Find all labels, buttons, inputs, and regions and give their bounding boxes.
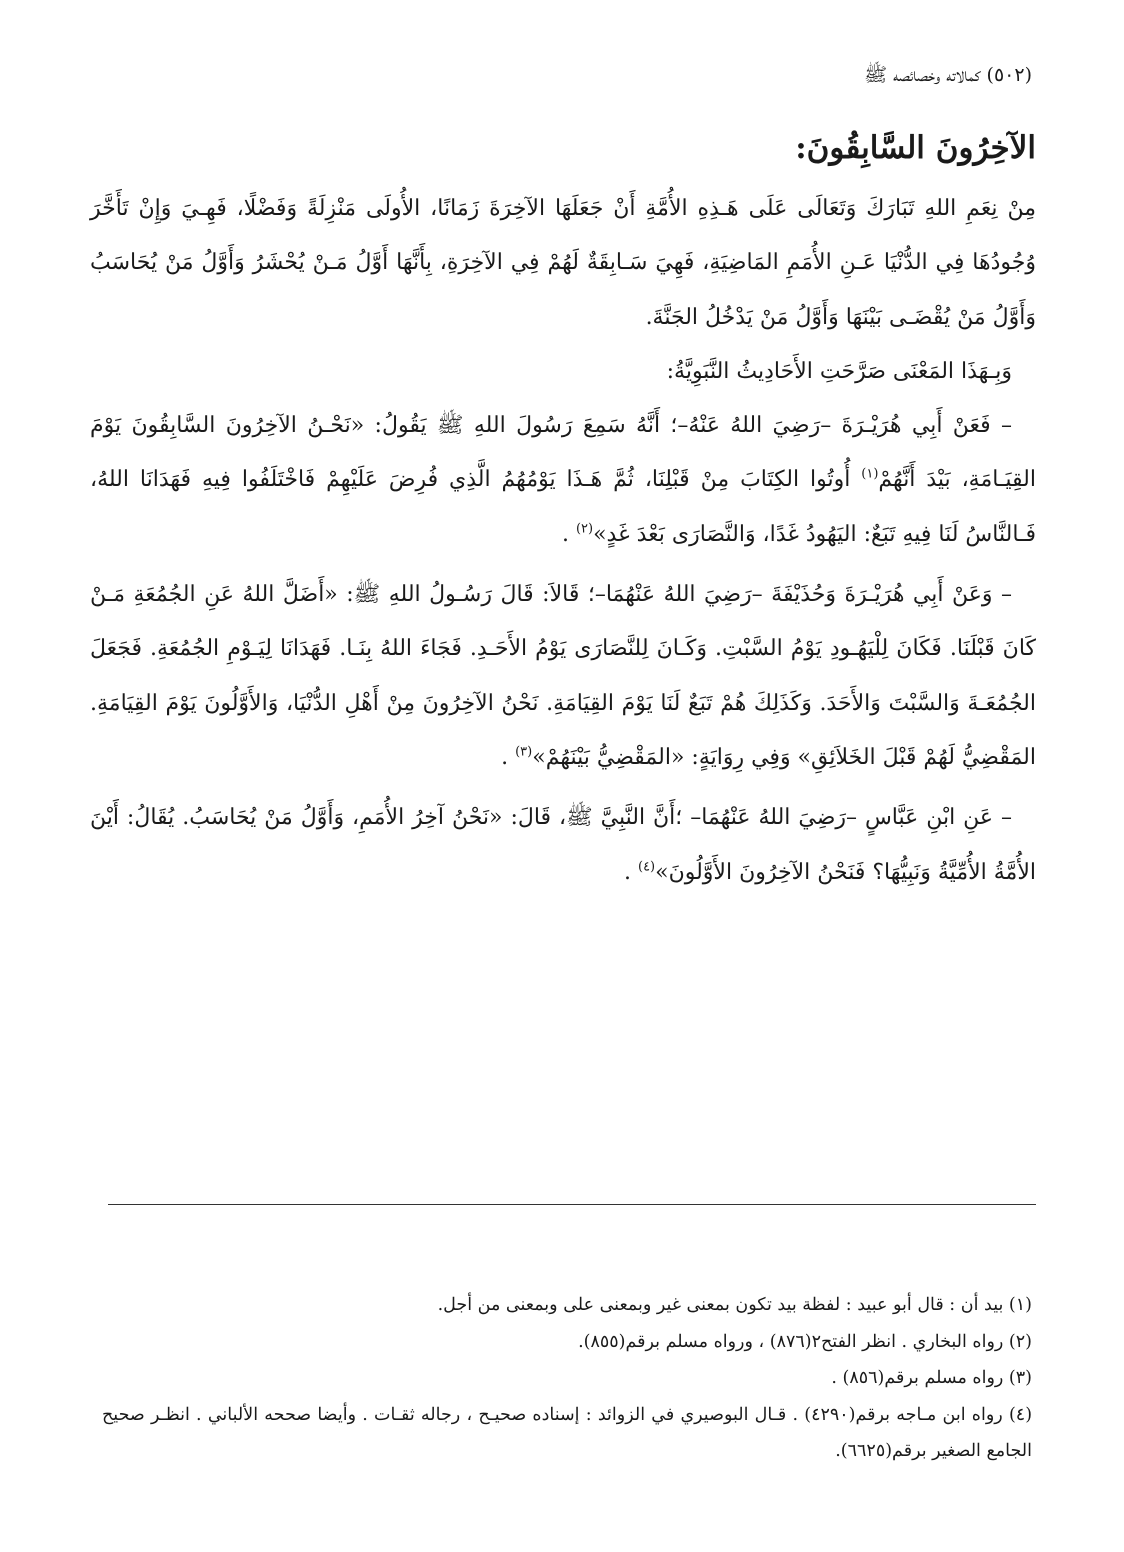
hadith-1-text-a: – فَعَنْ أَبِي هُرَيْـرَةَ –رَضِيَ اللهُ عَنْهُ–؛ أَنَّهُ سَمِعَ رَسُولَ اللهِ ﷺ يَقُولُ: «نَحْـنُ الآخِرُونَ السَّابِقُونَ يَوْمَ القِيَـامَةِ، بَيْدَ أَنَّهُمْ [90,413,1036,493]
paragraph-hadith-2 [90,568,1036,785]
footnote-ref-2: (٢) [575,521,594,537]
footnote-4: (٤) رواه ابن مـاجه برقم(٤٢٩٠) . قـال البوصيري في الزوائد : إسناده صحيـح ، رجاله ثقـات . وأيضا صححه الألباني . انظـر صحيح الجامع الصغير برقم(٦٦٢٥). [102,1404,1033,1461]
footnote-separator [108,1204,1036,1205]
section-title: الآخِرُونَ السَّابِقُونَ: [795,130,1036,166]
footnote-ref-1: (١) [861,467,879,483]
sentence-end: . [501,744,516,770]
hadith-2-text: – وَعَنْ أَبِي هُرَيْـرَةَ وَحُذَيْفَةَ –رَضِيَ اللهُ عَنْهُمَا–؛ قَالاَ: قَالَ رَسُـولُ اللهِ ﷺ: «أَضَلَّ اللهُ عَنِ الجُمُعَةِ مَـنْ كَانَ قَبْلَنَا. فَكَانَ لِلْيَهُـودِ يَوْمُ السَّبْتِ. وَكَـانَ لِلنَّصَارَى يَوْمُ الأَحَـدِ. فَجَاءَ اللهُ بِنَـا. فَهَدَانَا لِيَـوْمِ الجُمُعَةِ. فَجَعَلَ الجُمُعَـةَ وَالسَّبْتَ وَالأَحَدَ. وَكَذَلِكَ هُمْ تَبَعٌ لَنَا يَوْمَ القِيَامَةِ. نَحْنُ الآخِرُونَ مِنْ أَهْلِ الدُّنْيَا، وَالأَوَّلُونَ يَوْمَ القِيَامَةِ. المَقْضِيُّ لَهُمْ قَبْلَ الخَلاَئِقِ» وَفِي رِوَايَةٍ: «المَقْضِيُّ بَيْنَهُمْ» [90,582,1036,770]
footnote-ref-4: (٤) [637,859,656,875]
body-text [90,182,1036,900]
footnote-ref-3: (٣) [515,744,533,760]
footnote-3: (٣) رواه مسلم برقم(٨٥٦) . [831,1368,1032,1388]
hadith-3-text: – عَنِ ابْنِ عَبَّاسٍ –رَضِيَ اللهُ عَنْهُمَا– ؛أَنَّ النَّبِيَّ ﷺ، قَالَ: «نَحْنُ آخِرُ الأُمَمِ، وَأَوَّلُ مَنْ يُحَاسَبُ. يُقَالُ: أَيْنَ الأُمَّةُ الأُمِّيَّةُ وَنَبِيُّهَا؟ فَنَحْنُ الآخِرُونَ الأَوَّلُونَ» [90,805,1036,885]
paragraph-hadith-intro: وَبِـهَذَا المَعْنَى صَرَّحَتِ الأَحَادِيثُ النَّبَوِيَّةُ: [666,358,1012,384]
sentence-end: . [623,859,638,885]
footnote-1: (١) بيد أن : قال أبو عبيد : لفظة بيد تكون بمعنى غير وبمعنى على وبمعنى من أجل. [437,1295,1032,1315]
footnote-2: (٢) رواه البخاري . انظر الفتح٢(٨٧٦) ، ورواه مسلم برقم(٨٥٥). [578,1331,1032,1352]
running-header: (٥٠٢) كمالاته وخصائصه ﷺ [864,64,1032,86]
paragraph-hadith-1 [90,399,1036,562]
paragraph-hadith-3 [90,791,1036,900]
footnotes [102,1287,1032,1470]
paragraph-intro: مِنْ نِعَمِ اللهِ تَبَارَكَ وَتَعَالَى عَلَى هَـذِهِ الأُمَّةِ أَنْ جَعَلَهَا الآخِرَةَ زَمَانًا، الأُولَى مَنْزِلَةً وَفَضْلًا، فَهِـيَ وَإِنْ تَأَخَّرَ وُجُودُهَا فِي الدُّنْيَا عَـنِ الأُمَمِ المَاضِيَةِ، فَهِيَ سَـابِقَةٌ لَهُمْ فِي الآخِرَةِ، بِأَنَّهَا أَوَّلُ مَـنْ يُحْشَرُ وَأَوَّلُ مَنْ يُحَاسَبُ وَأَوَّلُ مَنْ يُقْضَـى بَيْنَهَا وَأَوَّلُ مَنْ يَدْخُلُ الجَنَّةَ. [90,196,1036,330]
hadith-1-text-b: أُوتُوا الكِتَابَ مِنْ قَبْلِنَا، ثُمَّ هَـذَا يَوْمُهُمُ الَّذِي فُرِضَ عَلَيْهِمْ فَاخْتَلَفُوا فِيهِ فَهَدَانَا اللهُ، فَـالنَّاسُ لَنَا فِيهِ تَبَعٌ: اليَهُودُ غَدًا، وَالنَّصَارَى بَعْدَ غَدٍ» [90,467,1036,547]
sentence-end: . [561,521,576,547]
